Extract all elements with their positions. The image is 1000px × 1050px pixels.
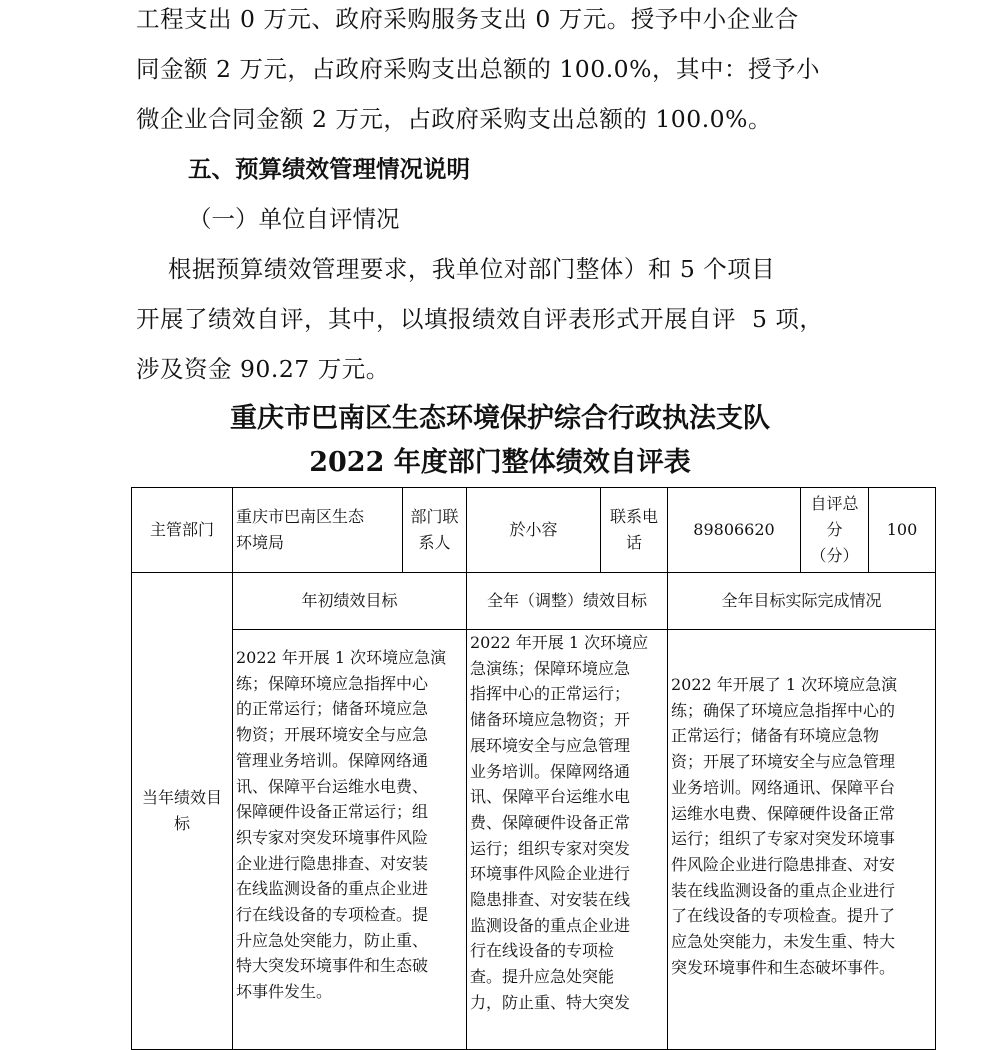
supervisor-label: 主管部门 (132, 488, 233, 573)
contact-label: 部门联 系人 (403, 488, 467, 573)
section-heading: 五、预算绩效管理情况说明 (188, 155, 470, 183)
initial-goal-text: 2022 年开展 1 次环境应急演 练；保障环境应急指挥中心 的正常运行；储备环境应急 物资；开展环境安全与应急 管理业务培训。保障网络通 讯、保障平台运维水电费、 保障硬件设备正常运行；组 织专家对突发环境事件风险 企业进行隐患排查、对安装 在线监测设备的重点企业进 行在线设备的专项检查。提 升应急处突能力，防止重、 特大突发环境事件和生态破 坏事件发生。 (233, 630, 467, 1050)
col-initial-header: 年初绩效目标 (233, 573, 467, 630)
body-line-2: 开展了绩效自评，其中，以填报绩效自评表形式开展自评 5 项， (136, 305, 824, 333)
contact-value: 於小容 (467, 488, 601, 573)
phone-label: 联系电 话 (601, 488, 668, 573)
phone-value: 89806620 (668, 488, 801, 573)
adjusted-goal-text: 2022 年开展 1 次环境应 急演练；保障环境应急 指挥中心的正常运行； 储备环境应急物资；开 展环境安全与应急管理 业务培训。保障网络通 讯、保障平台运维水电 费、保障硬件设备正常 运行；组织专家对突发 环境事件风险企业进行 隐患排查、对安装在线 监测设备的重点企业进 行在线设备的专项检 查。提升应急处突能 力，防止重、特大突发 (467, 630, 668, 1050)
body-line-1: 根据预算绩效管理要求，我单位对部门整体）和 5 个项目 (136, 255, 776, 283)
goal-header-row (132, 573, 936, 630)
score-value: 100 (869, 488, 936, 573)
performance-evaluation-table (131, 487, 936, 1050)
col-actual-header: 全年目标实际完成情况 (668, 573, 936, 630)
body-line-3: 涉及资金 90.27 万元。 (136, 355, 390, 383)
subsection-heading: （一）单位自评情况 (188, 205, 400, 233)
table-title-line-1: 重庆市巴南区生态环境保护综合行政执法支队 (230, 403, 770, 434)
goal-content-row (132, 630, 936, 1050)
intro-line-3: 微企业合同金额 2 万元，占政府采购支出总额的 100.0%。 (136, 105, 772, 133)
score-label: 自评总 分 （分） (801, 488, 869, 573)
intro-line-2: 同金额 2 万元，占政府采购支出总额的 100.0%，其中：授予小 (136, 55, 820, 83)
goal-row-label: 当年绩效目 标 (132, 573, 233, 1050)
col-adjusted-header: 全年（调整）绩效目标 (467, 573, 668, 630)
intro-line-1: 工程支出 0 万元、政府采购服务支出 0 万元。授予中小企业合 (136, 5, 799, 33)
table-title-line-2: 2022 年度部门整体绩效自评表 (309, 447, 691, 478)
actual-completion-text: 2022 年开展了 1 次环境应急演 练；确保了环境应急指挥中心的 正常运行；储备有环境应急物 资；开展了环境安全与应急管理 业务培训。网络通讯、保障平台 运维水电费、保障硬件设备正常 运行；组织了专家对突发环境事 件风险企业进行隐患排查、对安 装在线监测设备的重点企业进行 了在线设备的专项检查。提升了 应急处突能力，未发生重、特大 突发环境事件和生态破坏事件。 (668, 630, 936, 1050)
supervisor-value: 重庆市巴南区生态 环境局 (233, 488, 403, 573)
header-row (132, 488, 936, 573)
